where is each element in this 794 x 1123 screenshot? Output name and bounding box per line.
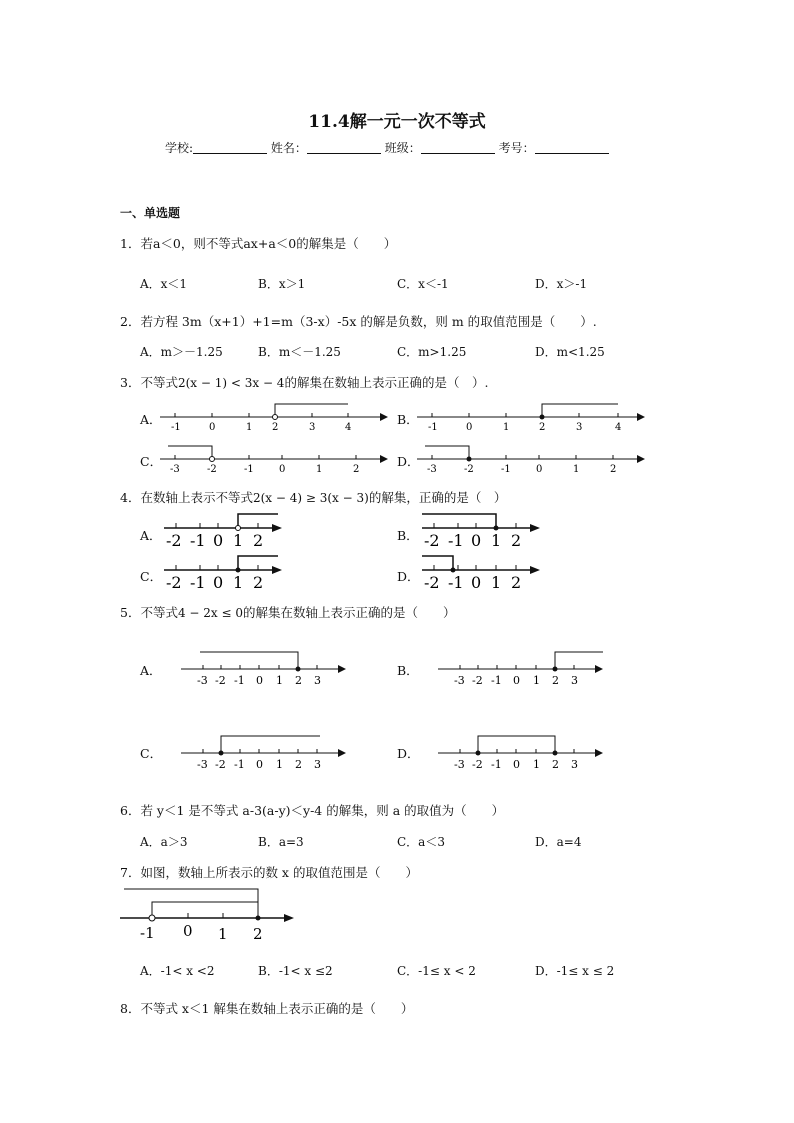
q7-number-line	[118, 884, 300, 944]
student-info-row	[165, 139, 609, 156]
tick: 1	[218, 925, 228, 943]
q4-option-b: B．	[397, 528, 419, 543]
q2-option-d: D．m<1.25	[535, 345, 605, 359]
tick: -1	[244, 464, 254, 475]
tick: 3	[314, 674, 321, 687]
tick: 3	[576, 422, 583, 433]
tick: 2	[295, 674, 302, 687]
question-5-stem	[120, 603, 456, 621]
tick: 2	[552, 758, 559, 771]
tick: 2	[539, 422, 546, 433]
q5-option-c: C．	[140, 746, 163, 761]
section-heading: 一、单选题	[120, 206, 181, 220]
tick: 4	[345, 422, 352, 433]
tick: 2	[552, 674, 559, 687]
q2-option-b: B．m＜－1.25	[258, 345, 341, 359]
q3-stem-pre: 3．不等式	[120, 375, 178, 390]
q4-a-number-line	[160, 510, 290, 550]
tick: 2	[353, 464, 360, 475]
q7-option-d: D．-1≤ x ≤ 2	[535, 964, 615, 978]
q3-option-b: B．	[397, 412, 419, 427]
tick: 1	[246, 422, 253, 433]
q1-option-a: A．x＜1	[140, 277, 188, 291]
tick: 1	[491, 531, 502, 550]
question-4-stem	[120, 488, 506, 506]
tick: 0	[213, 573, 224, 592]
q3-option-d: D．	[397, 454, 420, 469]
number-label: 考号：	[498, 141, 535, 155]
tick: -3	[454, 758, 465, 771]
name-blank	[307, 141, 381, 154]
q4-d-number-line	[418, 552, 548, 592]
tick: 2	[511, 573, 522, 592]
tick: 3	[314, 758, 321, 771]
tick: 2	[610, 464, 617, 475]
question-3-stem	[120, 373, 488, 391]
tick: 2	[511, 531, 522, 550]
tick: 3	[571, 758, 578, 771]
q1-option-d: D．x＞-1	[535, 277, 588, 291]
tick: -3	[197, 758, 208, 771]
tick: -2	[166, 573, 182, 592]
tick: -1	[190, 573, 206, 592]
q3-option-c: C．	[140, 454, 163, 469]
tick: 0	[471, 573, 482, 592]
tick: -3	[427, 464, 437, 475]
tick: -1	[448, 531, 464, 550]
tick: 1	[233, 573, 244, 592]
q5-option-a: A．	[140, 663, 162, 678]
q7-option-c: C．-1≤ x < 2	[397, 964, 476, 978]
q4-c-number-line	[160, 552, 290, 592]
tick: -2	[424, 573, 440, 592]
q3-d-number-line	[415, 444, 649, 476]
tick: 1	[533, 758, 540, 771]
q5-option-d: D．	[397, 746, 420, 761]
tick: -1	[140, 924, 155, 942]
q6-option-b: B．a=3	[258, 835, 304, 849]
tick: -1	[491, 758, 502, 771]
tick: -2	[472, 674, 483, 687]
tick: 1	[503, 422, 510, 433]
question-7-stem: 7．如图，数轴上所表示的数 x 的取值范围是（ ）	[120, 865, 418, 880]
tick: 2	[253, 573, 264, 592]
q5-d-number-line	[435, 732, 610, 774]
tick: 3	[571, 674, 578, 687]
q2-option-c: C．m>1.25	[397, 345, 467, 359]
q6-option-a: A．a＞3	[140, 835, 188, 849]
q4-b-number-line	[418, 510, 548, 550]
tick: 0	[513, 758, 520, 771]
q2-option-a: A．m＞－1.25	[140, 345, 223, 359]
q3-stem-math: 2(x − 1) < 3x − 4	[177, 376, 285, 390]
name-label: 姓名：	[270, 141, 307, 155]
tick: -2	[472, 758, 483, 771]
tick: -1	[501, 464, 511, 475]
q4-option-d: D．	[397, 569, 420, 584]
tick: -1	[234, 758, 245, 771]
question-1-stem: 1．若a＜0，则不等式ax+a＜0的解集是（ ）	[120, 236, 397, 251]
q4-stem-pre: 4．在数轴上表示不等式	[120, 490, 253, 505]
tick: 2	[272, 422, 279, 433]
q5-stem-pre: 5．不等式	[120, 605, 178, 620]
tick: 1	[573, 464, 580, 475]
q5-stem-math: 4 − 2x ≤ 0	[177, 606, 243, 620]
tick: -2	[207, 464, 217, 475]
tick: 0	[466, 422, 473, 433]
tick: 0	[256, 758, 263, 771]
tick: 0	[513, 674, 520, 687]
tick: -3	[454, 674, 465, 687]
q7-option-b: B．-1< x ≤2	[258, 964, 333, 978]
tick: 1	[533, 674, 540, 687]
q4-stem-math: 2(x − 4) ≥ 3(x − 3)	[252, 491, 369, 505]
tick: 2	[295, 758, 302, 771]
number-blank	[535, 141, 609, 154]
q1-option-b: B．x＞1	[258, 277, 306, 291]
tick: -1	[491, 674, 502, 687]
tick: 0	[209, 422, 216, 433]
tick: 1	[316, 464, 323, 475]
tick: 0	[256, 674, 263, 687]
school-blank	[193, 141, 267, 154]
q4-option-c: C．	[140, 569, 163, 584]
tick: 3	[309, 422, 316, 433]
tick: 1	[233, 531, 244, 550]
q3-stem-post: 的解集在数轴上表示正确的是（ ）.	[284, 375, 489, 390]
q5-c-number-line	[178, 732, 353, 774]
tick: -2	[215, 674, 226, 687]
q3-c-number-line	[158, 444, 392, 476]
tick: 0	[471, 531, 482, 550]
tick: 2	[253, 531, 264, 550]
tick: 0	[279, 464, 286, 475]
tick: 0	[213, 531, 224, 550]
tick: -1	[428, 422, 438, 433]
question-8-stem: 8．不等式 x＜1 解集在数轴上表示正确的是（ ）	[120, 1001, 414, 1016]
tick: -1	[190, 531, 206, 550]
q4-stem-post: 的解集，正确的是（ ）	[368, 490, 507, 505]
q6-option-c: C．a＜3	[397, 835, 445, 849]
page-title: 11.4解一元一次不等式	[308, 112, 486, 132]
tick: -1	[448, 573, 464, 592]
tick: -1	[234, 674, 245, 687]
q5-b-number-line	[435, 648, 610, 690]
q6-option-d: D．a=4	[535, 835, 582, 849]
tick: -2	[166, 531, 182, 550]
q5-a-number-line	[178, 648, 353, 690]
school-label: 学校:	[165, 141, 194, 155]
q7-option-a: A．-1< x <2	[140, 964, 215, 978]
tick: 1	[276, 674, 283, 687]
tick: 1	[276, 758, 283, 771]
q5-option-b: B．	[397, 663, 419, 678]
tick: -1	[171, 422, 181, 433]
class-blank	[421, 141, 495, 154]
tick: 0	[536, 464, 543, 475]
tick: 0	[183, 922, 193, 940]
q4-option-a: A．	[140, 528, 162, 543]
tick: -2	[424, 531, 440, 550]
tick: 4	[615, 422, 622, 433]
tick: -2	[464, 464, 474, 475]
q3-a-number-line	[158, 402, 392, 434]
question-2-stem: 2．若方程 3m（x+1）+1=m（3-x）-5x 的解是负数，则 m 的取值范围是（ ）.	[120, 314, 597, 329]
tick: -3	[197, 674, 208, 687]
q1-option-c: C．x＜-1	[397, 277, 449, 291]
tick: -2	[215, 758, 226, 771]
class-label: 班级：	[384, 141, 421, 155]
question-6-stem: 6．若 y＜1 是不等式 a-3(a-y)＜y-4 的解集，则 a 的取值为（ ）	[120, 803, 505, 818]
tick: 2	[253, 925, 263, 943]
q5-stem-post: 的解集在数轴上表示正确的是（ ）	[243, 605, 456, 620]
tick: 1	[491, 573, 502, 592]
tick: -3	[170, 464, 180, 475]
q3-option-a: A．	[140, 412, 162, 427]
q3-b-number-line	[415, 402, 649, 434]
